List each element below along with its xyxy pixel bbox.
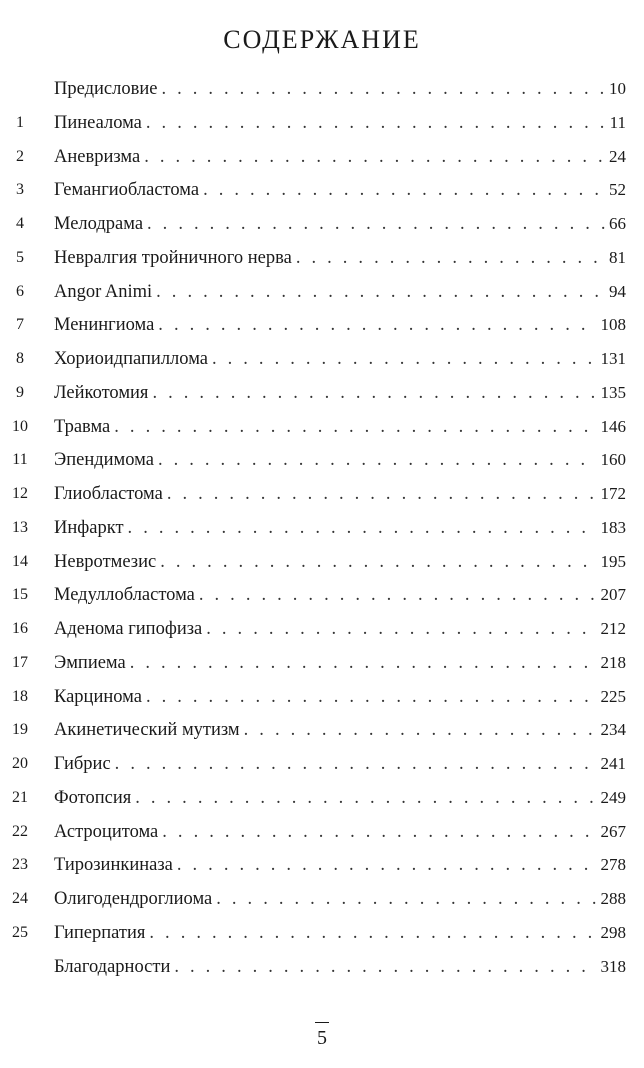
chapter-number: 4: [16, 215, 24, 232]
dot-leader: [199, 579, 597, 613]
chapter-number: 16: [12, 620, 28, 637]
toc-entry: [0, 781, 644, 815]
chapter-number: 24: [12, 890, 28, 907]
toc-entry-line: [54, 241, 626, 276]
toc-entry-line: [54, 410, 626, 445]
chapter-title: Angor Animi: [54, 281, 153, 302]
page-reference: 146: [600, 416, 626, 436]
dot-leader: [115, 748, 597, 782]
chapter-title: Акинетический мутизм: [54, 720, 240, 741]
chapter-number: 10: [12, 417, 28, 435]
toc-entry-line: [54, 477, 626, 512]
toc-entry: [0, 612, 644, 646]
chapter-number: 18: [12, 687, 28, 705]
dot-leader: [160, 546, 596, 580]
toc-entry-line: [54, 747, 626, 782]
chapter-number: 21: [12, 788, 28, 806]
dot-leader: [152, 377, 596, 411]
chapter-number: 14: [12, 552, 28, 570]
toc-entry: [0, 410, 644, 444]
page-reference: 10: [609, 79, 626, 98]
chapter-number: 23: [12, 856, 28, 874]
chapter-number: 8: [16, 350, 24, 367]
toc-entry: [0, 308, 644, 342]
page-reference: 66: [609, 214, 626, 233]
chapter-number: 17: [12, 653, 28, 671]
dot-leader: [162, 816, 596, 850]
dot-leader: [135, 782, 596, 816]
page-reference: 11: [609, 112, 626, 132]
toc-entry: [0, 713, 644, 747]
folio-rule: [315, 1022, 329, 1023]
chapter-title: Гемангиобластома: [54, 180, 200, 201]
chapter-number: 6: [16, 282, 24, 300]
toc-entry-line: [54, 882, 626, 917]
chapter-number: 3: [16, 181, 24, 199]
chapter-number: 19: [12, 721, 28, 739]
chapter-title: Аневризма: [54, 146, 141, 167]
toc-entry-line: [54, 680, 626, 715]
dot-leader: [144, 141, 605, 175]
chapter-title: Травма: [54, 416, 111, 437]
page-reference: 234: [600, 720, 626, 740]
page-reference: 52: [609, 180, 626, 200]
toc-entry: [0, 241, 644, 275]
chapter-title: Благодарности: [54, 956, 171, 977]
chapter-title: Лейкотомия: [54, 382, 149, 403]
dot-leader: [146, 681, 597, 715]
chapter-number: 11: [12, 451, 28, 469]
toc-entry: [0, 173, 644, 207]
page-reference: 160: [600, 450, 626, 470]
chapter-title: Невралгия тройничного нерва: [54, 247, 292, 268]
toc-entry-line: [54, 713, 626, 748]
dot-leader: [158, 309, 596, 343]
page-reference: 225: [600, 686, 626, 706]
page-reference: 218: [600, 652, 626, 672]
page-reference: 207: [600, 585, 626, 605]
dot-leader: [128, 512, 597, 546]
toc-entry: [0, 511, 644, 545]
dot-leader: [296, 242, 605, 276]
page-reference: 135: [600, 382, 626, 402]
chapter-number: 12: [12, 485, 28, 502]
toc-entry: [0, 140, 644, 174]
toc-entry: [0, 848, 644, 882]
dot-leader: [147, 208, 605, 242]
toc-entry: [0, 443, 644, 477]
toc-entry-line: [54, 511, 626, 546]
toc-entry-line: [54, 916, 626, 951]
toc-entry: [0, 815, 644, 849]
dot-leader: [149, 917, 596, 951]
chapter-number: 20: [12, 755, 28, 772]
chapter-title: Гибрис: [54, 754, 111, 774]
toc-entry: [0, 342, 644, 376]
dot-leader: [244, 714, 597, 748]
chapter-title: Гиперпатия: [54, 922, 146, 943]
dot-leader: [174, 951, 596, 985]
dot-leader: [216, 883, 596, 917]
page-reference: 288: [600, 889, 626, 908]
page-title: СОДЕРЖАНИЕ: [223, 25, 421, 55]
chapter-number: 2: [16, 147, 24, 165]
toc-entry-line: [54, 950, 626, 985]
toc-entry-line: [54, 140, 626, 175]
page-folio: [0, 1022, 644, 1050]
toc-entry: [0, 477, 644, 511]
chapter-number: 7: [16, 316, 24, 334]
chapter-title: Фотопсия: [54, 787, 132, 808]
table-of-contents: [0, 72, 644, 983]
chapter-number: 5: [16, 248, 24, 266]
chapter-title: Олигодендроглиома: [54, 889, 213, 909]
page-reference: 131: [600, 349, 626, 368]
toc-entry-line: [54, 612, 626, 647]
toc-entry: [0, 106, 644, 140]
dot-leader: [212, 343, 597, 377]
page-reference: 195: [600, 551, 626, 571]
toc-entry-line: [54, 207, 626, 242]
dot-leader: [158, 444, 597, 478]
chapter-number: 9: [16, 383, 24, 401]
dot-leader: [206, 613, 596, 647]
toc-entry: [0, 545, 644, 579]
page-reference: 172: [600, 484, 626, 503]
toc-entry-line: [54, 646, 626, 681]
chapter-title: Предисловие: [54, 79, 158, 99]
chapter-title: Эпендимома: [54, 450, 154, 471]
chapter-title: Карцинома: [54, 686, 142, 707]
dot-leader: [146, 107, 606, 141]
page-reference: 318: [600, 956, 626, 976]
chapter-number: 22: [12, 822, 28, 840]
toc-entry: [0, 747, 644, 781]
chapter-title: Медуллобластома: [54, 585, 195, 606]
toc-entry-line: [54, 578, 626, 613]
page-reference: 81: [609, 247, 626, 267]
toc-entry-line: [54, 72, 626, 107]
toc-entry: [0, 578, 644, 612]
chapter-title: Пинеалома: [54, 112, 142, 133]
page-number: 5: [317, 1027, 327, 1049]
toc-entry-line: [54, 308, 626, 343]
toc-entry: [0, 916, 644, 950]
page-reference: 298: [600, 922, 626, 942]
page-reference: 94: [609, 281, 626, 301]
page-reference: 241: [600, 754, 626, 773]
chapter-title: Глиобластома: [54, 484, 163, 504]
toc-entry-line: [54, 781, 626, 816]
dot-leader: [130, 647, 597, 681]
chapter-number: 1: [16, 113, 24, 131]
chapter-title: Астроцитома: [54, 821, 159, 842]
chapter-title: Мелодрама: [54, 214, 144, 234]
toc-entry-line: [54, 376, 626, 411]
chapter-number: 25: [12, 923, 28, 941]
toc-entry: [0, 646, 644, 680]
page-reference: 278: [600, 855, 626, 875]
dot-leader: [156, 276, 605, 310]
toc-entry-line: [54, 173, 626, 208]
chapter-title: Невротмезис: [54, 551, 157, 572]
toc-entry: [0, 950, 644, 984]
page-reference: 24: [609, 146, 626, 166]
page-reference: 108: [600, 315, 626, 335]
chapter-number: 15: [12, 586, 28, 604]
toc-entry: [0, 882, 644, 916]
chapter-title: Аденома гипофиза: [54, 619, 203, 639]
page-reference: 183: [600, 517, 626, 537]
dot-leader: [167, 478, 597, 512]
chapter-title: Инфаркт: [54, 517, 124, 538]
toc-entry-line: [54, 443, 626, 478]
toc-entry: [0, 376, 644, 410]
toc-entry: [0, 72, 644, 106]
page-reference: 212: [600, 619, 626, 638]
toc-entry-line: [54, 106, 626, 141]
toc-entry: [0, 680, 644, 714]
toc-entry: [0, 207, 644, 241]
chapter-title: Эмпиема: [54, 652, 126, 673]
page-reference: 249: [600, 787, 626, 807]
toc-entry-line: [54, 342, 626, 377]
dot-leader: [114, 411, 596, 445]
toc-entry-line: [54, 815, 626, 850]
chapter-number: 13: [12, 518, 28, 536]
chapter-title: Менингиома: [54, 315, 155, 336]
chapter-title: Тирозинкиназа: [54, 855, 173, 876]
dot-leader: [203, 174, 605, 208]
dot-leader: [161, 73, 605, 107]
chapter-title: Хориоидпапиллома: [54, 349, 208, 369]
toc-entry-line: [54, 848, 626, 883]
dot-leader: [177, 849, 597, 883]
toc-entry-line: [54, 545, 626, 580]
toc-entry: [0, 275, 644, 309]
toc-entry-line: [54, 275, 626, 310]
page-reference: 267: [600, 821, 626, 841]
